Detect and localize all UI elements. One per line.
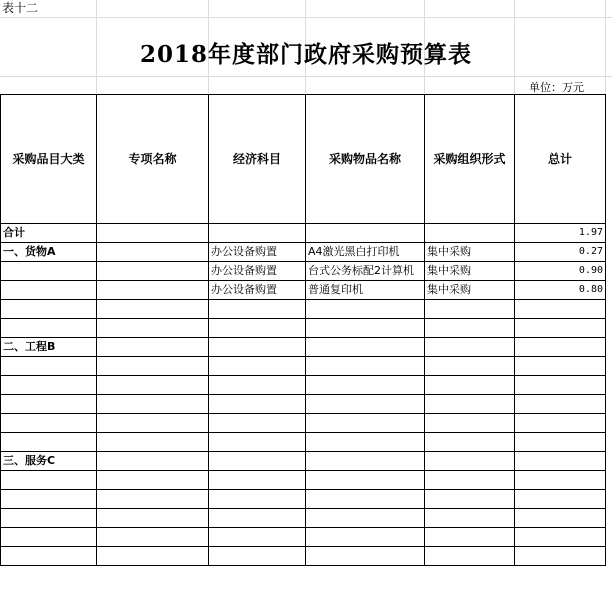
cell-econ[interactable] xyxy=(209,319,306,338)
cell-category[interactable]: 一、货物A xyxy=(1,243,97,262)
cell-project[interactable] xyxy=(97,490,209,509)
cell-project[interactable] xyxy=(97,243,209,262)
cell-total[interactable] xyxy=(515,528,606,547)
budget-table xyxy=(0,94,606,566)
cell-project[interactable] xyxy=(97,547,209,566)
cell-total[interactable] xyxy=(515,509,606,528)
cell-category[interactable] xyxy=(1,376,97,395)
cell-category[interactable] xyxy=(1,395,97,414)
cell-econ[interactable] xyxy=(209,452,306,471)
cell-form[interactable] xyxy=(425,357,515,376)
cell-category[interactable] xyxy=(1,262,97,281)
cell-total[interactable] xyxy=(515,490,606,509)
cell-econ[interactable] xyxy=(209,357,306,376)
table-row xyxy=(1,433,606,452)
cell-form[interactable] xyxy=(425,319,515,338)
cell-project[interactable] xyxy=(97,414,209,433)
cell-project[interactable] xyxy=(97,376,209,395)
cell-form[interactable] xyxy=(425,452,515,471)
cell-econ[interactable] xyxy=(209,338,306,357)
cell-category[interactable]: 三、服务C xyxy=(1,452,97,471)
cell-project[interactable] xyxy=(97,224,209,243)
cell-category[interactable] xyxy=(1,547,97,566)
cell-form[interactable] xyxy=(425,509,515,528)
cell-econ[interactable] xyxy=(209,395,306,414)
cell-category[interactable] xyxy=(1,509,97,528)
cell-project[interactable] xyxy=(97,281,209,300)
cell-form[interactable] xyxy=(425,528,515,547)
table-row xyxy=(1,300,606,319)
header-cell-project[interactable]: 专项名称 xyxy=(97,95,209,224)
cell-econ[interactable]: 办公设备购置 xyxy=(209,243,306,262)
cell-total[interactable] xyxy=(515,471,606,490)
cell-form[interactable] xyxy=(425,338,515,357)
cell-form[interactable]: 集中采购 xyxy=(425,281,515,300)
cell-total[interactable] xyxy=(515,376,606,395)
cell-category[interactable] xyxy=(1,490,97,509)
table-row xyxy=(1,357,606,376)
cell-econ[interactable]: 办公设备购置 xyxy=(209,281,306,300)
header-cell-form[interactable]: 采购组织形式 xyxy=(425,95,515,224)
table-row xyxy=(1,395,606,414)
cell-item[interactable] xyxy=(306,357,425,376)
cell-project[interactable] xyxy=(97,471,209,490)
cell-form[interactable] xyxy=(425,395,515,414)
cell-total[interactable] xyxy=(515,452,606,471)
cell-project[interactable] xyxy=(97,395,209,414)
cell-total[interactable] xyxy=(515,433,606,452)
table-row xyxy=(1,376,606,395)
cell-econ[interactable] xyxy=(209,490,306,509)
cell-total[interactable] xyxy=(515,300,606,319)
cell-item[interactable] xyxy=(306,224,425,243)
cell-item[interactable] xyxy=(306,509,425,528)
sheet-label: 表十二 xyxy=(2,1,39,15)
table-row xyxy=(1,338,606,357)
cell-econ[interactable] xyxy=(209,547,306,566)
cell-category[interactable] xyxy=(1,414,97,433)
cell-econ[interactable] xyxy=(209,414,306,433)
table-row xyxy=(1,243,606,262)
header-row xyxy=(1,95,606,224)
cell-item[interactable] xyxy=(306,300,425,319)
table-row xyxy=(1,471,606,490)
cell-item[interactable] xyxy=(306,528,425,547)
cell-category[interactable] xyxy=(1,471,97,490)
cell-econ[interactable] xyxy=(209,509,306,528)
cell-project[interactable] xyxy=(97,300,209,319)
cell-total[interactable] xyxy=(515,414,606,433)
cell-item[interactable] xyxy=(306,338,425,357)
cell-item[interactable]: 台式公务标配2计算机 xyxy=(306,262,425,281)
cell-project[interactable] xyxy=(97,357,209,376)
cell-project[interactable] xyxy=(97,452,209,471)
cell-project[interactable] xyxy=(97,262,209,281)
cell-category[interactable] xyxy=(1,300,97,319)
cell-form[interactable] xyxy=(425,433,515,452)
table-row xyxy=(1,414,606,433)
header-cell-item[interactable]: 采购物品名称 xyxy=(306,95,425,224)
cell-category[interactable]: 二、工程B xyxy=(1,338,97,357)
cell-form[interactable] xyxy=(425,300,515,319)
cell-form[interactable] xyxy=(425,471,515,490)
unit-label: 单位：万元 xyxy=(529,81,584,94)
table-row xyxy=(1,509,606,528)
table-row xyxy=(1,490,606,509)
header-cell-econ[interactable]: 经济科目 xyxy=(209,95,306,224)
cell-form[interactable]: 集中采购 xyxy=(425,262,515,281)
cell-total[interactable] xyxy=(515,357,606,376)
cell-project[interactable] xyxy=(97,528,209,547)
table-row xyxy=(1,547,606,566)
cell-item[interactable]: A4激光黑白打印机 xyxy=(306,243,425,262)
cell-category[interactable]: 合计 xyxy=(1,224,97,243)
cell-item[interactable] xyxy=(306,452,425,471)
cell-item[interactable] xyxy=(306,547,425,566)
cell-total[interactable] xyxy=(515,395,606,414)
cell-total[interactable]: 1.97 xyxy=(515,224,606,243)
cell-project[interactable] xyxy=(97,433,209,452)
page-title: 2018年度部门政府采购预算表 xyxy=(139,41,472,68)
cell-category[interactable] xyxy=(1,357,97,376)
cell-form[interactable] xyxy=(425,414,515,433)
cell-project[interactable] xyxy=(97,319,209,338)
cell-total[interactable]: 0.27 xyxy=(515,243,606,262)
cell-project[interactable] xyxy=(97,509,209,528)
cell-form[interactable] xyxy=(425,547,515,566)
cell-econ[interactable] xyxy=(209,528,306,547)
cell-item[interactable]: 普通复印机 xyxy=(306,281,425,300)
cell-category[interactable] xyxy=(1,528,97,547)
cell-econ[interactable] xyxy=(209,300,306,319)
cell-item[interactable] xyxy=(306,414,425,433)
cell-item[interactable] xyxy=(306,433,425,452)
table-row xyxy=(1,528,606,547)
cell-econ[interactable] xyxy=(209,376,306,395)
table-row xyxy=(1,262,606,281)
cell-total[interactable]: 0.90 xyxy=(515,262,606,281)
table-row xyxy=(1,224,606,243)
cell-form[interactable]: 集中采购 xyxy=(425,243,515,262)
cell-form[interactable] xyxy=(425,490,515,509)
header-cell-category[interactable]: 采购品目大类 xyxy=(1,95,97,224)
cell-project[interactable] xyxy=(97,338,209,357)
gridline xyxy=(0,76,612,77)
table-row xyxy=(1,319,606,338)
cell-econ[interactable] xyxy=(209,471,306,490)
gridline xyxy=(0,17,612,18)
cell-form[interactable] xyxy=(425,224,515,243)
table-row xyxy=(1,281,606,300)
cell-item[interactable] xyxy=(306,376,425,395)
cell-category[interactable] xyxy=(1,281,97,300)
cell-item[interactable] xyxy=(306,471,425,490)
cell-item[interactable] xyxy=(306,490,425,509)
cell-category[interactable] xyxy=(1,433,97,452)
cell-total[interactable] xyxy=(515,338,606,357)
table-row xyxy=(1,452,606,471)
cell-econ[interactable] xyxy=(209,224,306,243)
header-cell-total[interactable]: 总计 xyxy=(515,95,606,224)
cell-econ[interactable]: 办公设备购置 xyxy=(209,262,306,281)
cell-category[interactable] xyxy=(1,319,97,338)
cell-form[interactable] xyxy=(425,376,515,395)
cell-total[interactable] xyxy=(515,319,606,338)
cell-item[interactable] xyxy=(306,395,425,414)
cell-item[interactable] xyxy=(306,319,425,338)
cell-total[interactable]: 0.80 xyxy=(515,281,606,300)
cell-econ[interactable] xyxy=(209,433,306,452)
cell-total[interactable] xyxy=(515,547,606,566)
